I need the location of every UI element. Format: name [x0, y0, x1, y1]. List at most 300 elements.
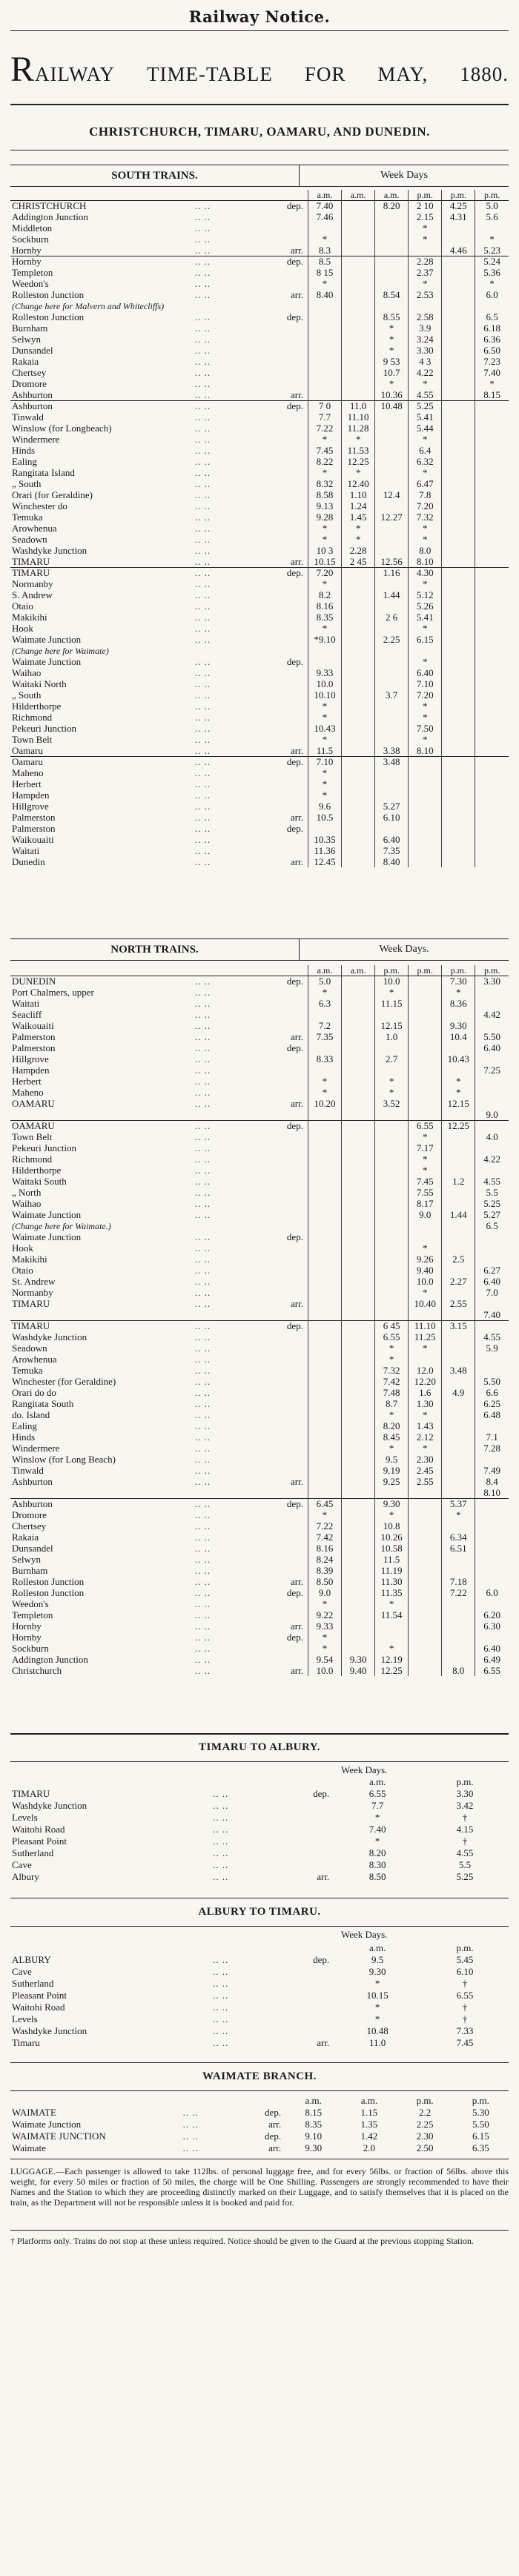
north-section-header — [10, 938, 509, 961]
station-name: Herbert — [12, 1076, 42, 1087]
time-cell — [342, 1165, 375, 1176]
arr-dep: dep. — [286, 311, 303, 322]
leader-dots: .. .. — [213, 2037, 229, 2048]
arr-dep — [290, 1859, 334, 1871]
time-cell — [409, 1098, 442, 1109]
time-cell — [409, 1587, 442, 1598]
station-name: Hornby — [12, 1620, 42, 1632]
time-cell: 7.42 — [308, 1532, 341, 1543]
time-cell: * — [409, 1153, 442, 1165]
time-cell — [442, 234, 475, 245]
table-row — [10, 1365, 509, 1376]
table-row — [10, 411, 509, 423]
time-cell: 4.22 — [409, 367, 442, 378]
time-cell: 8.30 — [368, 1859, 386, 1870]
station-name: Dunsandel — [12, 1543, 53, 1554]
time-cell — [409, 1532, 442, 1543]
time-cell: 8.20 — [368, 1847, 386, 1858]
time-cell: * — [374, 2013, 380, 2024]
time-cell: 10.5 — [308, 812, 341, 823]
leader-dots: .. .. — [194, 1532, 211, 1543]
table-row — [10, 1420, 509, 1431]
arr-dep — [265, 234, 308, 245]
time-cell: 2.37 — [409, 267, 442, 278]
time-cell: 4.55 — [475, 1331, 509, 1342]
time-cell: * — [475, 378, 509, 389]
time-cell — [375, 467, 409, 478]
units-spacer — [265, 190, 308, 200]
table-row — [10, 1788, 509, 1800]
time-cell — [442, 1376, 475, 1387]
time-cell — [442, 778, 475, 789]
station-name: Waimate Junction — [12, 1231, 82, 1242]
units-spacer — [248, 2095, 285, 2107]
station-name: Town Belt — [12, 734, 53, 745]
time-cell — [308, 1153, 341, 1165]
table-row — [10, 378, 509, 389]
time-cell: 7.28 — [475, 1443, 509, 1454]
station-name: Makikihi — [12, 612, 47, 623]
station-name: Sutherland — [12, 1847, 54, 1858]
time-cell — [475, 723, 509, 734]
station-name: Winchester (for Geraldine) — [12, 1376, 116, 1387]
time-cell — [409, 1565, 442, 1576]
time-cell: * — [409, 278, 442, 289]
time-cell — [442, 823, 475, 834]
leader-dots: .. .. — [194, 511, 211, 523]
time-cell: 3.24 — [409, 334, 442, 345]
arr-dep — [265, 1309, 308, 1320]
arr-dep — [265, 322, 308, 334]
time-cell: 6.55 — [456, 1990, 474, 2001]
time-cell: † — [462, 1978, 468, 1989]
time-cell — [475, 1632, 509, 1643]
time-cell: 5.6 — [475, 211, 509, 222]
arr-dep — [265, 1165, 308, 1176]
time-cell: 8.22 — [308, 456, 341, 467]
table-row — [10, 445, 509, 456]
time-cell: 3.42 — [456, 1800, 474, 1811]
time-cell — [409, 1020, 442, 1031]
time-cell — [342, 689, 375, 701]
time-cell: 4.55 — [409, 389, 442, 400]
time-cell — [442, 1465, 475, 1476]
time-cell: 7.2 — [308, 1020, 341, 1031]
time-cell — [475, 1565, 509, 1576]
time-cell — [375, 1276, 409, 1287]
time-cell — [308, 322, 341, 334]
time-cell: † — [462, 1812, 468, 1823]
time-cell — [442, 1643, 475, 1654]
leader-dots: .. .. — [194, 701, 211, 712]
timaru-albury-week-days: Week Days. — [341, 1764, 388, 1775]
station-name: Washdyke Junction — [12, 1800, 87, 1811]
time-cell — [475, 1520, 509, 1532]
time-cell — [475, 734, 509, 745]
time-cell: 8.10 — [409, 556, 442, 567]
time-cell: 8.2 — [308, 589, 341, 600]
arr-dep — [265, 998, 308, 1009]
table-row — [10, 322, 509, 334]
time-cell — [442, 523, 475, 534]
time-cell: 10.0 — [308, 1665, 341, 1676]
time-cell — [442, 1654, 475, 1665]
time-cell: * — [409, 712, 442, 723]
station-name: Dromore — [12, 1509, 47, 1520]
station-name: TIMARU — [10, 567, 194, 578]
time-cell — [342, 998, 375, 1009]
table-row — [10, 1254, 509, 1265]
table-row — [10, 578, 509, 589]
time-cell — [342, 778, 375, 789]
time-cell — [375, 1487, 409, 1498]
time-cell: 3.52 — [375, 1098, 409, 1109]
time-cell — [442, 600, 475, 612]
time-unit: a.m. — [360, 2095, 378, 2106]
leader-dots: .. .. — [194, 812, 211, 823]
time-cell — [442, 1042, 475, 1053]
time-cell: 4.46 — [442, 245, 475, 256]
time-cell: 3.7 — [375, 689, 409, 701]
time-cell: 10.15 — [308, 556, 341, 567]
time-cell: 6.0 — [475, 289, 509, 300]
time-cell — [308, 1131, 341, 1142]
time-cell: 10.8 — [375, 1520, 409, 1532]
time-cell — [375, 667, 409, 678]
time-cell: 7.10 — [308, 756, 341, 767]
table-row — [10, 612, 509, 623]
leader-dots: .. .. — [182, 2119, 199, 2130]
time-cell: 11.35 — [375, 1587, 409, 1598]
time-cell — [342, 734, 375, 745]
table-row — [10, 256, 509, 267]
table-row — [10, 1954, 509, 1966]
time-cell: 3.9 — [409, 322, 442, 334]
time-cell — [375, 1176, 409, 1187]
time-cell — [375, 823, 409, 834]
table-row — [10, 467, 509, 478]
time-cell: 8.24 — [308, 1554, 341, 1565]
time-cell — [308, 1476, 341, 1487]
time-cell — [308, 656, 341, 667]
table-row — [10, 723, 509, 734]
units-spacer — [10, 190, 194, 200]
station-name: Middleton — [12, 222, 53, 234]
time-cell: 8.3 — [308, 245, 341, 256]
time-cell — [342, 1342, 375, 1354]
time-cell — [308, 356, 341, 367]
table-row — [10, 1847, 509, 1859]
time-cell — [342, 1087, 375, 1098]
time-cell — [342, 1120, 375, 1131]
station-name: Palmerston — [12, 812, 56, 823]
time-cell: 7.7 — [308, 411, 341, 423]
time-cell — [342, 600, 375, 612]
arr-dep — [265, 1443, 308, 1454]
time-cell: * — [409, 734, 442, 745]
station-name: Rolleston Junction — [12, 311, 85, 322]
time-cell: 7.40 — [368, 1824, 386, 1835]
time-cell: 1.45 — [342, 511, 375, 523]
time-cell — [308, 1242, 341, 1254]
time-cell: 7.42 — [375, 1376, 409, 1387]
leader-dots: .. .. — [194, 1042, 211, 1053]
time-cell — [375, 245, 409, 256]
time-cell — [342, 389, 375, 400]
leader-dots: .. .. — [194, 1153, 211, 1165]
time-cell: * — [308, 789, 341, 801]
station-name: Maheno — [12, 767, 44, 778]
time-cell — [342, 1009, 375, 1020]
time-cell — [442, 1431, 475, 1443]
leader-dots: .. .. — [194, 801, 211, 812]
time-cell — [409, 1064, 442, 1076]
arr-dep: dep. — [286, 656, 303, 667]
time-cell: 5.41 — [409, 411, 442, 423]
time-cell: 6 45 — [375, 1320, 409, 1331]
table-row — [10, 789, 509, 801]
leader-dots: .. .. — [213, 1966, 229, 1977]
time-cell: 8.55 — [375, 311, 409, 322]
arr-dep — [265, 1053, 308, 1064]
time-cell: 5.25 — [475, 1198, 509, 1209]
station-name: Hinds — [12, 1431, 36, 1443]
arr-dep — [265, 1131, 308, 1142]
time-cell: * — [475, 278, 509, 289]
time-cell — [475, 1231, 509, 1242]
time-cell: * — [409, 467, 442, 478]
time-cell — [308, 1165, 341, 1176]
time-cell: 8.16 — [308, 1543, 341, 1554]
time-cell — [342, 234, 375, 245]
arr-dep — [265, 801, 308, 812]
time-cell — [308, 1109, 341, 1120]
time-cell — [375, 434, 409, 445]
time-cell — [442, 1331, 475, 1342]
time-cell: 12.25 — [442, 1120, 475, 1131]
leader-dots: .. .. — [194, 222, 211, 234]
table-row — [10, 1443, 509, 1454]
arr-dep — [265, 545, 308, 556]
station-name: Cave — [12, 1966, 32, 1977]
station-name: „ South — [12, 689, 42, 701]
time-cell: 2.45 — [409, 1465, 442, 1476]
arr-dep: arr. — [317, 1871, 330, 1882]
time-cell: 3.30 — [409, 345, 442, 356]
arr-dep — [265, 987, 308, 998]
time-cell — [375, 1109, 409, 1120]
time-unit: a.m. — [305, 2095, 322, 2106]
time-cell: 5.24 — [475, 256, 509, 267]
leader-dots: .. .. — [194, 211, 211, 222]
time-cell — [475, 1532, 509, 1543]
station-name: (Change here for Waimate.) — [12, 1220, 111, 1231]
station-name: Hornby — [12, 245, 42, 256]
time-cell — [375, 1220, 409, 1231]
time-cell: 6.4 — [409, 445, 442, 456]
time-cell — [442, 300, 475, 311]
time-cell — [375, 578, 409, 589]
station-name: Hilderthorpe — [12, 701, 62, 712]
table-row — [10, 1543, 509, 1554]
leader-dots: .. .. — [194, 400, 265, 411]
time-cell — [442, 411, 475, 423]
time-cell — [375, 445, 409, 456]
time-cell: 6.51 — [442, 1543, 475, 1554]
time-cell — [475, 656, 509, 667]
arr-dep — [265, 467, 308, 478]
table-row — [10, 856, 509, 867]
arr-dep — [265, 778, 308, 789]
time-cell — [342, 667, 375, 678]
time-cell — [308, 1176, 341, 1187]
time-cell — [375, 267, 409, 278]
time-cell: 7 0 — [308, 400, 341, 411]
table-row — [10, 845, 509, 856]
time-cell — [475, 1242, 509, 1254]
arr-dep: dep. — [313, 1788, 330, 1799]
time-cell — [475, 1087, 509, 1098]
station-name: Waimate — [12, 2142, 46, 2153]
table-row — [10, 2130, 509, 2142]
time-cell: 8.15 — [475, 389, 509, 400]
leader-dots: .. .. — [213, 1812, 229, 1823]
time-cell — [308, 1187, 341, 1198]
time-cell — [308, 1420, 341, 1431]
arr-dep: dep. — [265, 756, 308, 767]
time-cell — [342, 1031, 375, 1042]
time-cell: 10.20 — [308, 1098, 341, 1109]
time-cell: 4.9 — [442, 1387, 475, 1398]
time-cell: * — [375, 1509, 409, 1520]
time-cell: 6.5 — [475, 311, 509, 322]
time-cell — [375, 1254, 409, 1265]
table-row — [10, 1643, 509, 1654]
time-cell: 2.25 — [416, 2119, 434, 2130]
time-cell: 7.32 — [409, 511, 442, 523]
time-cell — [409, 1643, 442, 1654]
time-cell — [409, 998, 442, 1009]
arr-dep: dep. — [265, 1498, 308, 1509]
time-cell — [409, 1031, 442, 1042]
leader-dots: .. .. — [194, 234, 211, 245]
time-cell: 7.17 — [409, 1142, 442, 1153]
leader-dots: .. .. — [194, 1009, 211, 1020]
time-unit: a.m. — [342, 965, 375, 976]
time-cell: 5.50 — [475, 1376, 509, 1387]
time-cell: 8.7 — [375, 1398, 409, 1409]
time-cell — [342, 745, 375, 756]
time-cell — [475, 600, 509, 612]
time-cell — [308, 1365, 341, 1376]
time-cell: * — [342, 534, 375, 545]
table-row — [10, 2119, 509, 2130]
time-cell: 8.32 — [308, 478, 341, 489]
time-cell — [475, 998, 509, 1009]
arr-dep — [290, 2025, 334, 2037]
time-cell — [308, 1487, 341, 1498]
time-cell — [342, 656, 375, 667]
leader-dots: .. .. — [194, 667, 211, 678]
time-cell: 9.13 — [308, 500, 341, 511]
time-cell — [409, 1087, 442, 1098]
arr-dep — [265, 1654, 308, 1665]
time-cell: 6.48 — [475, 1409, 509, 1420]
arr-dep — [265, 1398, 308, 1409]
time-cell — [442, 567, 475, 578]
station-name: Washdyke Junction — [12, 1331, 87, 1342]
leader-dots: .. .. — [194, 1120, 265, 1131]
arr-dep: dep. — [265, 976, 308, 987]
station-name: Maheno — [12, 1087, 44, 1098]
time-cell — [442, 1198, 475, 1209]
arr-dep — [265, 278, 308, 289]
time-cell: * — [342, 523, 375, 534]
time-cell: 12.15 — [375, 1020, 409, 1031]
time-cell: 11.10 — [342, 411, 375, 423]
time-cell: * — [375, 1076, 409, 1087]
time-cell — [442, 645, 475, 656]
time-cell: 7.20 — [409, 500, 442, 511]
time-cell: 9.40 — [342, 1665, 375, 1676]
time-cell: 7.49 — [475, 1465, 509, 1476]
leader-dots: .. .. — [194, 445, 211, 456]
time-cell — [308, 1276, 341, 1287]
time-cell — [442, 589, 475, 600]
arr-dep: dep. — [265, 256, 308, 267]
leader-dots: .. .. — [194, 1198, 211, 1209]
time-cell — [342, 267, 375, 278]
time-cell: 9.28 — [308, 511, 341, 523]
station-name: Sockburn — [12, 234, 49, 245]
time-cell: 7.20 — [308, 567, 341, 578]
time-cell: 2.15 — [409, 211, 442, 222]
time-cell — [342, 1309, 375, 1320]
leader-dots: .. .. — [194, 334, 211, 345]
station-name — [10, 1487, 194, 1498]
time-cell: 9.0 — [475, 1109, 509, 1120]
time-cell — [375, 234, 409, 245]
time-cell: * — [409, 434, 442, 445]
time-cell — [375, 278, 409, 289]
station-name: Waimate Junction — [12, 656, 82, 667]
time-cell — [342, 1387, 375, 1398]
time-cell: 10.35 — [308, 834, 341, 845]
time-cell: 12.27 — [375, 511, 409, 523]
station-name: TIMARU — [12, 556, 50, 567]
time-cell — [342, 834, 375, 845]
time-cell — [475, 1298, 509, 1309]
time-cell: 11.19 — [375, 1565, 409, 1576]
station-name: do. Island — [12, 1409, 50, 1420]
station-name: Selwyn — [12, 334, 41, 345]
notice-title: Railway Notice. — [188, 7, 331, 26]
leader-dots: .. .. — [194, 656, 211, 667]
time-cell: 7.35 — [375, 845, 409, 856]
time-cell: 4.42 — [475, 1009, 509, 1020]
time-cell — [442, 634, 475, 645]
arr-dep — [265, 511, 308, 523]
divider — [10, 2090, 509, 2091]
time-cell: 6.36 — [475, 334, 509, 345]
time-cell: 5.50 — [472, 2119, 489, 2130]
station-name: OAMARU — [12, 1098, 55, 1109]
time-cell — [409, 1665, 442, 1676]
leader-dots: .. .. — [194, 1176, 211, 1187]
station-name: DUNEDIN — [10, 976, 194, 987]
arr-dep: arr. — [290, 1298, 303, 1309]
arr-dep — [265, 345, 308, 356]
